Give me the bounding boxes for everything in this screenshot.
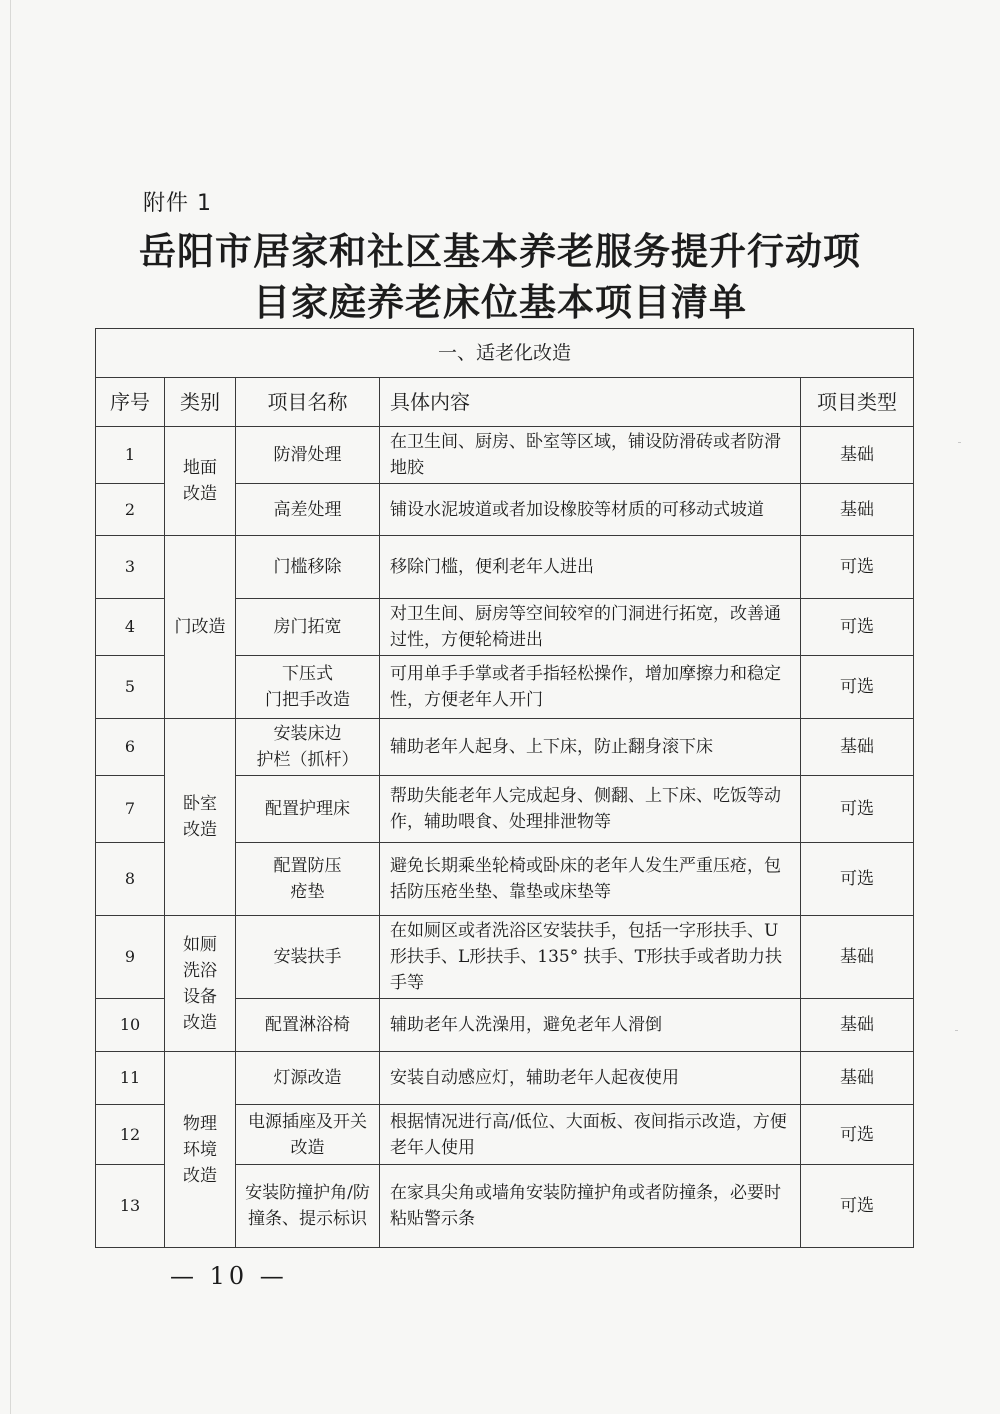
table-row <box>96 427 914 484</box>
row-name: 灯源改造 <box>236 1052 380 1105</box>
row-content: 移除门槛，便利老年人进出 <box>380 536 801 599</box>
row-type: 可选 <box>801 536 914 599</box>
row-index: 2 <box>96 484 165 536</box>
category-physical: 物理 环境 改造 <box>165 1052 236 1248</box>
header-content: 具体内容 <box>380 378 801 427</box>
table-row <box>96 1052 914 1105</box>
row-type: 可选 <box>801 1105 914 1165</box>
row-type: 可选 <box>801 599 914 656</box>
row-name: 配置防压 疮垫 <box>236 843 380 916</box>
row-type: 可选 <box>801 776 914 843</box>
table-row <box>96 719 914 776</box>
row-content: 帮助失能老年人完成起身、侧翻、上下床、吃饭等动作，辅助喂食、处理排泄物等 <box>380 776 801 843</box>
row-index: 3 <box>96 536 165 599</box>
header-index: 序号 <box>96 378 165 427</box>
row-index: 9 <box>96 916 165 999</box>
row-content: 铺设水泥坡道或者加设橡胶等材质的可移动式坡道 <box>380 484 801 536</box>
header-name: 项目名称 <box>236 378 380 427</box>
row-content: 安装自动感应灯，辅助老年人起夜使用 <box>380 1052 801 1105</box>
page-number: — 10 — <box>170 1262 288 1290</box>
header-type: 项目类型 <box>801 378 914 427</box>
row-name: 下压式 门把手改造 <box>236 656 380 719</box>
row-name: 房门拓宽 <box>236 599 380 656</box>
row-index: 7 <box>96 776 165 843</box>
row-index: 8 <box>96 843 165 916</box>
section-title: 一、适老化改造 <box>96 329 914 378</box>
document-title <box>100 226 900 328</box>
scan-speck <box>955 1030 958 1031</box>
row-content: 在如厕区或者洗浴区安装扶手，包括一字形扶手、U形扶手、L形扶手、135° 扶手、T形扶手或者助力扶手等 <box>380 916 801 999</box>
row-content: 对卫生间、厨房等空间较窄的门洞进行拓宽，改善通过性，方便轮椅进出 <box>380 599 801 656</box>
table-row <box>96 536 914 599</box>
row-index: 13 <box>96 1165 165 1248</box>
row-index: 4 <box>96 599 165 656</box>
row-type: 可选 <box>801 656 914 719</box>
row-name: 高差处理 <box>236 484 380 536</box>
row-type: 基础 <box>801 484 914 536</box>
row-name: 门槛移除 <box>236 536 380 599</box>
row-name: 安装扶手 <box>236 916 380 999</box>
title-line-1: 岳阳市居家和社区基本养老服务提升行动项 <box>139 229 861 273</box>
row-type: 可选 <box>801 843 914 916</box>
header-category: 类别 <box>165 378 236 427</box>
row-name: 安装床边 护栏（抓杆） <box>236 719 380 776</box>
row-name: 防滑处理 <box>236 427 380 484</box>
row-index: 5 <box>96 656 165 719</box>
row-type: 基础 <box>801 719 914 776</box>
row-name: 配置护理床 <box>236 776 380 843</box>
table-row <box>96 916 914 999</box>
attachment-label: 附件 1 <box>143 191 212 216</box>
row-type: 可选 <box>801 1165 914 1248</box>
row-index: 6 <box>96 719 165 776</box>
row-name: 安装防撞护角/防 撞条、提示标识 <box>236 1165 380 1248</box>
category-toilet: 如厕 洗浴 设备 改造 <box>165 916 236 1052</box>
scan-speck <box>958 442 961 443</box>
row-content: 可用单手手掌或者手指轻松操作，增加摩擦力和稳定性，方便老年人开门 <box>380 656 801 719</box>
row-index: 11 <box>96 1052 165 1105</box>
category-bedroom: 卧室 改造 <box>165 719 236 916</box>
scan-edge-line <box>10 0 11 1414</box>
category-floor: 地面 改造 <box>165 427 236 536</box>
row-index: 1 <box>96 427 165 484</box>
row-content: 辅助老年人起身、上下床，防止翻身滚下床 <box>380 719 801 776</box>
row-content: 在卫生间、厨房、卧室等区域，铺设防滑砖或者防滑地胶 <box>380 427 801 484</box>
row-name: 配置淋浴椅 <box>236 999 380 1052</box>
row-type: 基础 <box>801 427 914 484</box>
project-list-table <box>95 328 914 1248</box>
row-index: 12 <box>96 1105 165 1165</box>
category-door: 门改造 <box>165 536 236 719</box>
row-name: 电源插座及开关 改造 <box>236 1105 380 1165</box>
row-content: 避免长期乘坐轮椅或卧床的老年人发生严重压疮，包括防压疮坐垫、靠垫或床垫等 <box>380 843 801 916</box>
row-content: 在家具尖角或墙角安装防撞护角或者防撞条，必要时粘贴警示条 <box>380 1165 801 1248</box>
row-content: 根据情况进行高/低位、大面板、夜间指示改造，方便老年人使用 <box>380 1105 801 1165</box>
row-type: 基础 <box>801 1052 914 1105</box>
row-type: 基础 <box>801 999 914 1052</box>
title-line-2: 目家庭养老床位基本项目清单 <box>253 280 747 324</box>
row-type: 基础 <box>801 916 914 999</box>
row-content: 辅助老年人洗澡用，避免老年人滑倒 <box>380 999 801 1052</box>
row-index: 10 <box>96 999 165 1052</box>
